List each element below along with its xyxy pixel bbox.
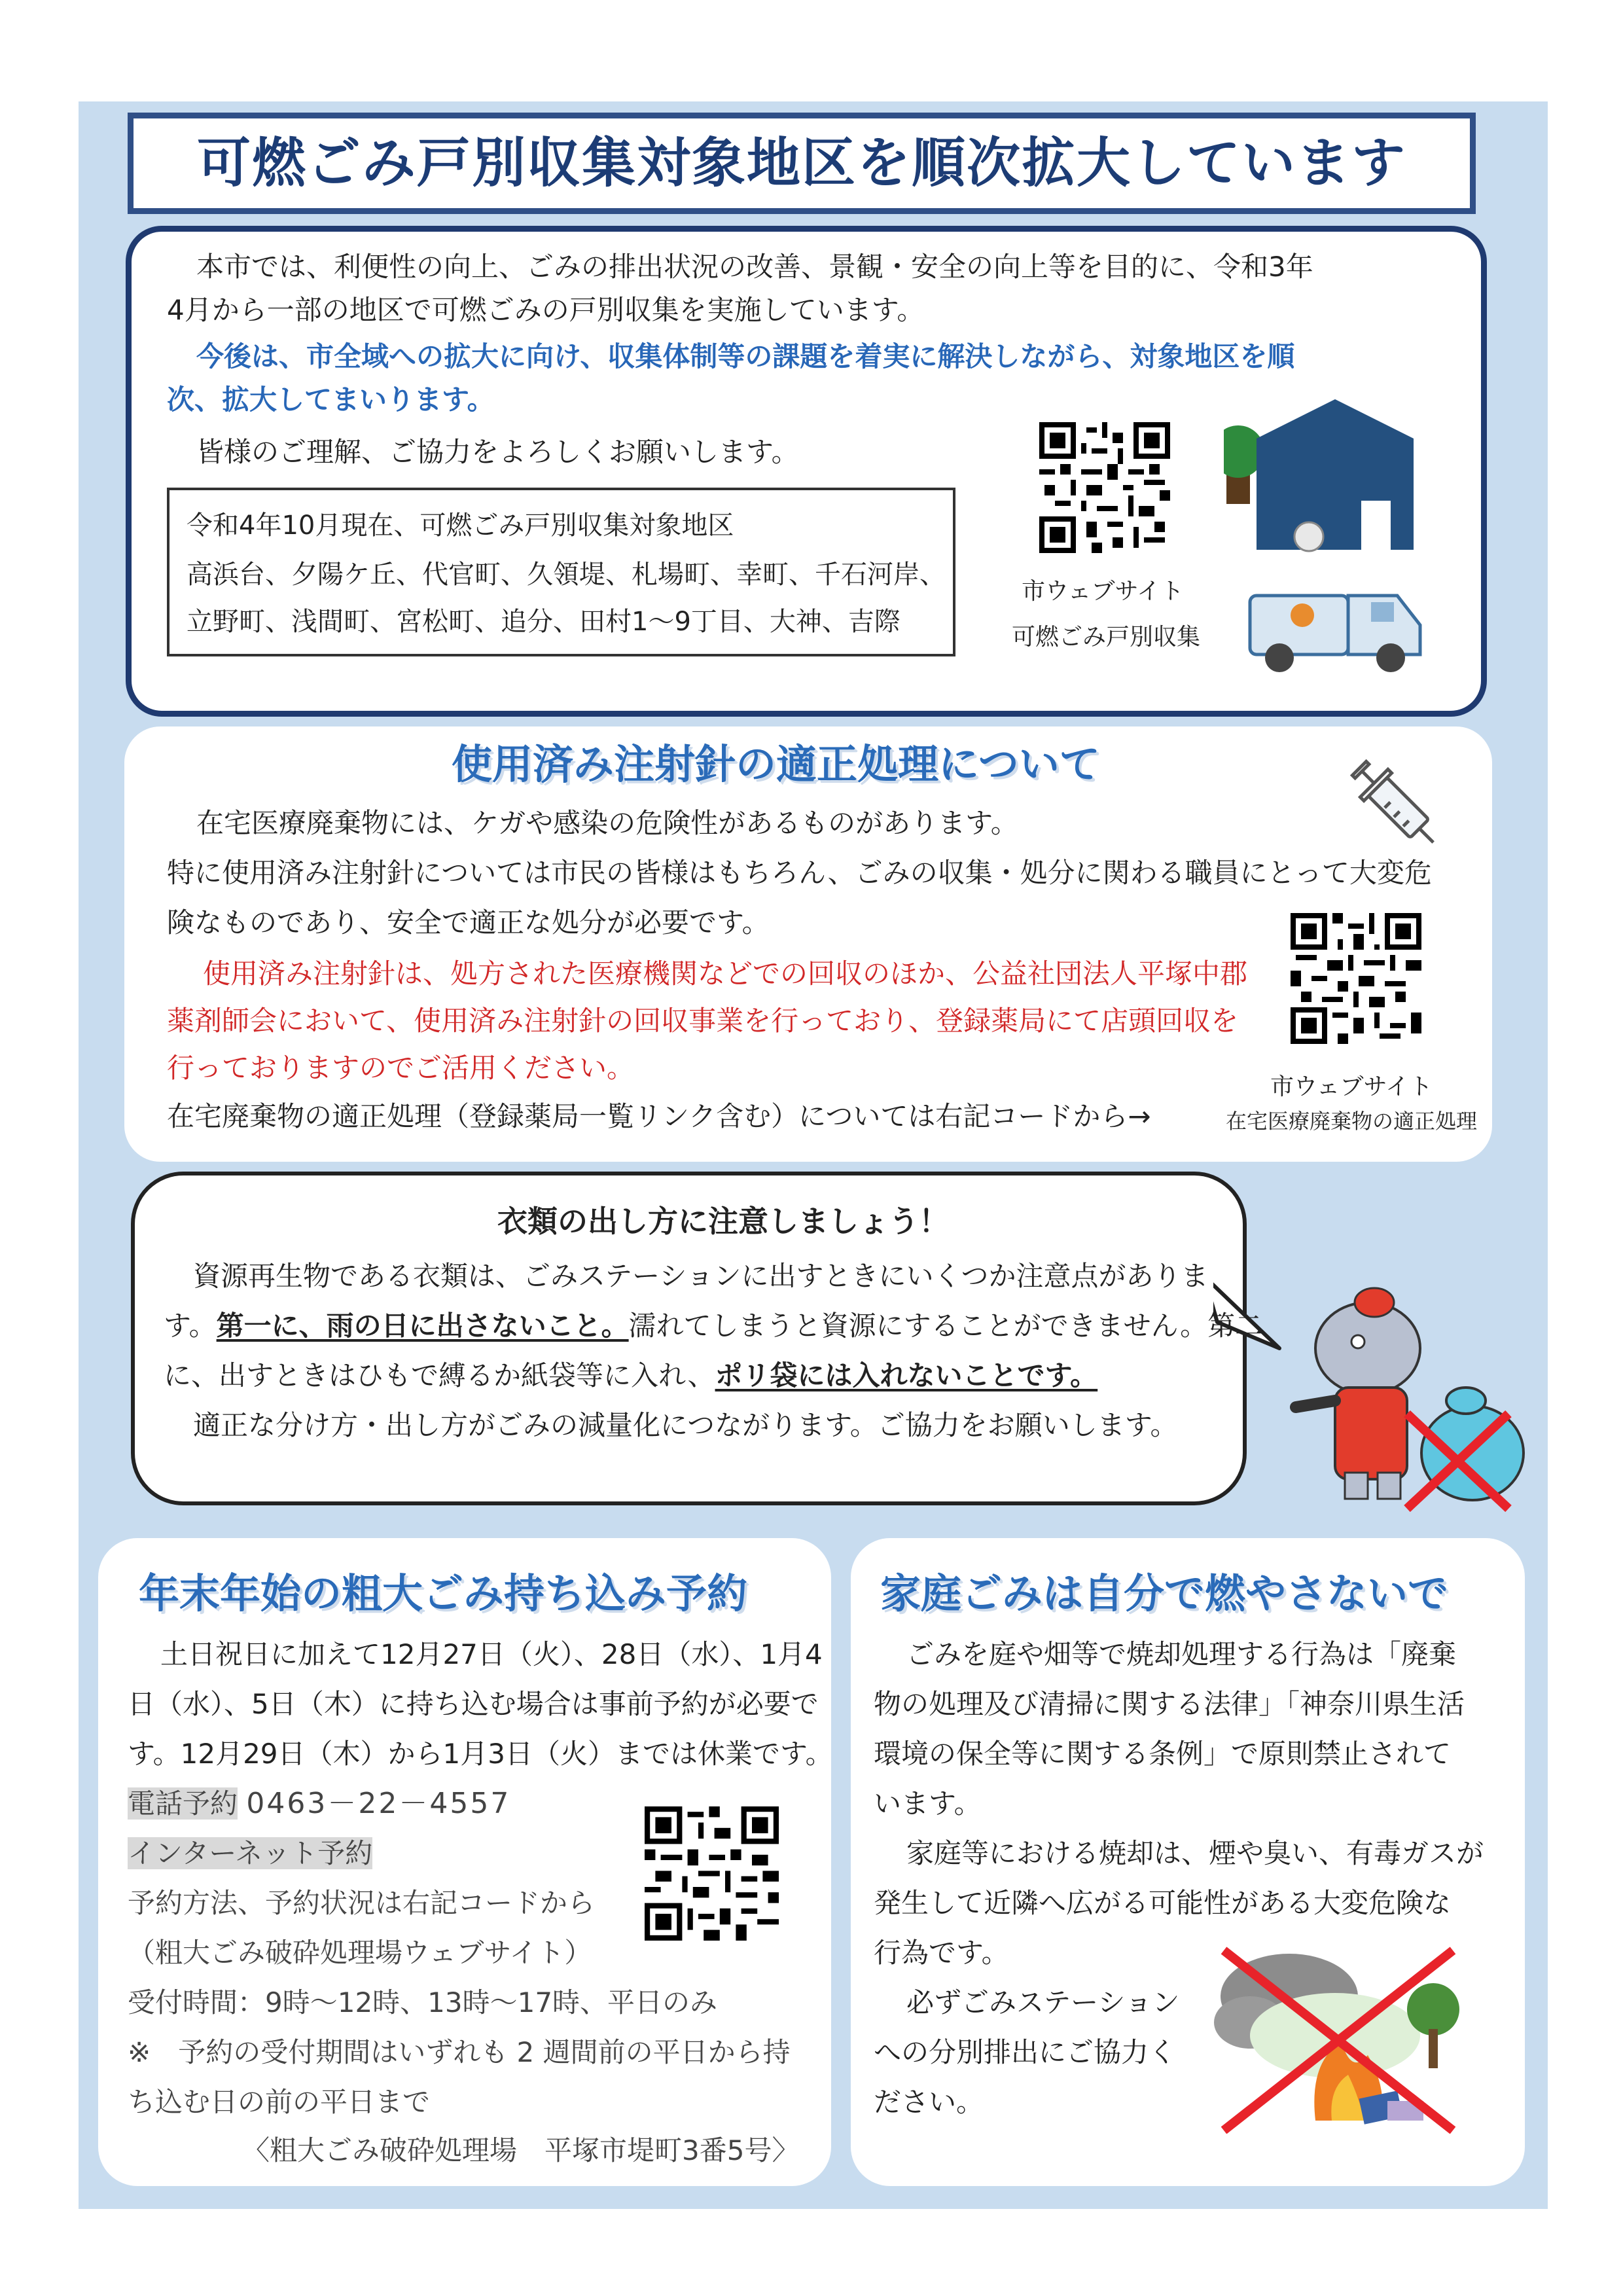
sec2-line3: 険なものであり、安全で適正な処分が必要です。 bbox=[167, 906, 770, 939]
sec3-line2-tail: 濡れてしまうと資源にすることができません。第二 bbox=[628, 1310, 1263, 1342]
clothing-heading: 衣類の出し方に注意しましょう！ bbox=[497, 1204, 949, 1239]
sec4-line8: ち込む日の前の平日まで bbox=[128, 2086, 431, 2118]
sec1-emphasis-line2: 次、拡大してまいります。 bbox=[167, 384, 495, 416]
district-list-title: 令和4年10月現在、可燃ごみ戸別収集対象地区 bbox=[187, 511, 734, 541]
sec1-emphasis-line1: 今後は、市全域への拡大に向け、収集体制等の課題を着実に解決しながら、対象地区を順 bbox=[196, 340, 1295, 372]
sec3-line1: 資源再生物である衣類は、ごみステーションに出すときにいくつか注意点がありま bbox=[193, 1260, 1209, 1292]
sec4-line4: 予約方法、予約状況は右記コードから bbox=[128, 1887, 596, 1919]
sec4-line1: 土日祝日に加えて12月27日（火）、28日（水）、1月4 bbox=[160, 1638, 823, 1670]
sec4-line2: 日（水）、5日（木）に持ち込む場合は事前予約が必要で bbox=[128, 1688, 819, 1720]
bulky-waste-heading: 年末年始の粗大ごみ持ち込み予約 bbox=[139, 1570, 748, 1617]
sec4-line5: （粗大ごみ破砕処理場ウェブサイト） bbox=[128, 1937, 592, 1969]
sec1-line2: 4月から一部の地区で可燃ごみの戸別収集を実施しています。 bbox=[167, 294, 925, 326]
sec4-line7: ※ 予約の受付期間はいずれも 2 週間前の平日から持 bbox=[128, 2036, 791, 2068]
sec5-line6: 発生して近隣へ広がる可能性がある大変危険な bbox=[874, 1887, 1452, 1919]
page-title: 可燃ごみ戸別収集対象地区を順次拡大しています bbox=[196, 132, 1406, 194]
sec3-line4: 適正な分け方・出し方がごみの減量化につながります。ご協力をお願いします。 bbox=[193, 1409, 1178, 1441]
sec2-line2: 特に使用済み注射針については市民の皆様はもちろん、ごみの収集・処分に関わる職員にとって大変危 bbox=[167, 857, 1432, 889]
no-burning-heading: 家庭ごみは自分で燃やさないで bbox=[880, 1570, 1449, 1617]
qr-caption-2a: 市ウェブサイト bbox=[1270, 1073, 1433, 1100]
qr-caption-2b: 在宅医療廃棄物の適正処理 bbox=[1225, 1109, 1477, 1134]
sec2-line1: 在宅医療廃棄物には、ケガや感染の危険性があるものがあります。 bbox=[196, 807, 1018, 839]
sec3-rain-rule: 第一に、雨の日に出さないこと。 bbox=[216, 1310, 629, 1342]
phone-number[interactable]: 0463－22－4557 bbox=[246, 1787, 511, 1820]
sec5-line1: ごみを庭や畑等で焼却処理する行為は「廃棄 bbox=[906, 1638, 1457, 1670]
sec5-line8: 必ずごみステーション bbox=[906, 1986, 1180, 2018]
qr-code-bulky-waste[interactable] bbox=[645, 1806, 779, 1941]
title-banner bbox=[128, 113, 1476, 214]
sec5-line10: ださい。 bbox=[874, 2086, 984, 2118]
building-and-truck-illustration bbox=[1224, 399, 1446, 674]
sec5-line2: 物の処理及び清掃に関する法律」「神奈川県生活 bbox=[874, 1688, 1465, 1720]
sec5-line7: 行為です。 bbox=[874, 1937, 1009, 1969]
sec4-line3: す。12月29日（木）から1月3日（火）までは休業です。 bbox=[128, 1738, 833, 1770]
sec1-line3: 皆様のご理解、ご協力をよろしくお願いします。 bbox=[196, 436, 799, 468]
sec4-address: 〈粗大ごみ破砕処理場 平塚市堤町3番5号〉 bbox=[242, 2134, 800, 2166]
syringe-heading: 使用済み注射針の適正処理について bbox=[452, 740, 1100, 788]
bonfire-prohibited-illustration bbox=[1211, 1937, 1459, 2134]
district-list-line2: 立野町、浅間町、宮松町、追分、田村1～9丁目、大神、吉際 bbox=[187, 607, 901, 637]
phone-label: 電話予約 bbox=[128, 1787, 238, 1820]
qr-caption-1a: 市ウェブサイト bbox=[1021, 578, 1185, 605]
sec4-line6: 受付時間：9時～12時、13時～17時、平日のみ bbox=[128, 1986, 718, 2018]
sec3-line2 bbox=[164, 1301, 1262, 1351]
sec3-line3-lead: に、出すときはひもで縛るか紙袋等に入れ、 bbox=[164, 1359, 715, 1391]
sec5-line3: 環境の保全等に関する条例」で原則禁止されて bbox=[874, 1738, 1452, 1770]
qr-code-collection[interactable] bbox=[1039, 422, 1170, 553]
qr-caption-1b: 可燃ごみ戸別収集 bbox=[1011, 624, 1200, 651]
sec2-red-line3: 行っておりますのでご活用ください。 bbox=[167, 1052, 635, 1084]
internet-label: インターネット予約 bbox=[128, 1837, 373, 1869]
sec3-line3 bbox=[164, 1351, 1097, 1401]
sec3-line2-lead: す。 bbox=[164, 1310, 217, 1342]
sec2-red-line1: 使用済み注射針は、処方された医療機関などでの回収のほか、公益社団法人平塚中郡 bbox=[203, 958, 1248, 990]
sec4-net-row bbox=[128, 1829, 372, 1878]
sec4-phone-row bbox=[128, 1779, 510, 1829]
sec5-line4: います。 bbox=[874, 1787, 982, 1820]
sec2-red-line2: 薬剤師会において、使用済み注射針の回収事業を行っており、登録薬局にて店頭回収を bbox=[167, 1005, 1239, 1037]
qr-code-medical-waste[interactable] bbox=[1291, 913, 1421, 1044]
mascot-with-crossed-bag-illustration bbox=[1283, 1276, 1531, 1522]
district-list-line1: 高浜台、夕陽ケ丘、代官町、久領堤、札場町、幸町、千石河岸、 bbox=[187, 560, 946, 590]
syringe-icon bbox=[1348, 753, 1446, 861]
sec2-line4: 在宅廃棄物の適正処理（登録薬局一覧リンク含む）については右記コードから→ bbox=[167, 1100, 1151, 1132]
sec1-line1: 本市では、利便性の向上、ごみの排出状況の改善、景観・安全の向上等を目的に、令和3年 bbox=[196, 251, 1313, 283]
sec5-line9: への分別排出にご協力く bbox=[874, 2036, 1177, 2068]
sec5-line5: 家庭等における焼却は、煙や臭い、有毒ガスが bbox=[906, 1837, 1484, 1869]
sec3-plastic-bag-rule: ポリ袋には入れないことです。 bbox=[715, 1359, 1098, 1391]
